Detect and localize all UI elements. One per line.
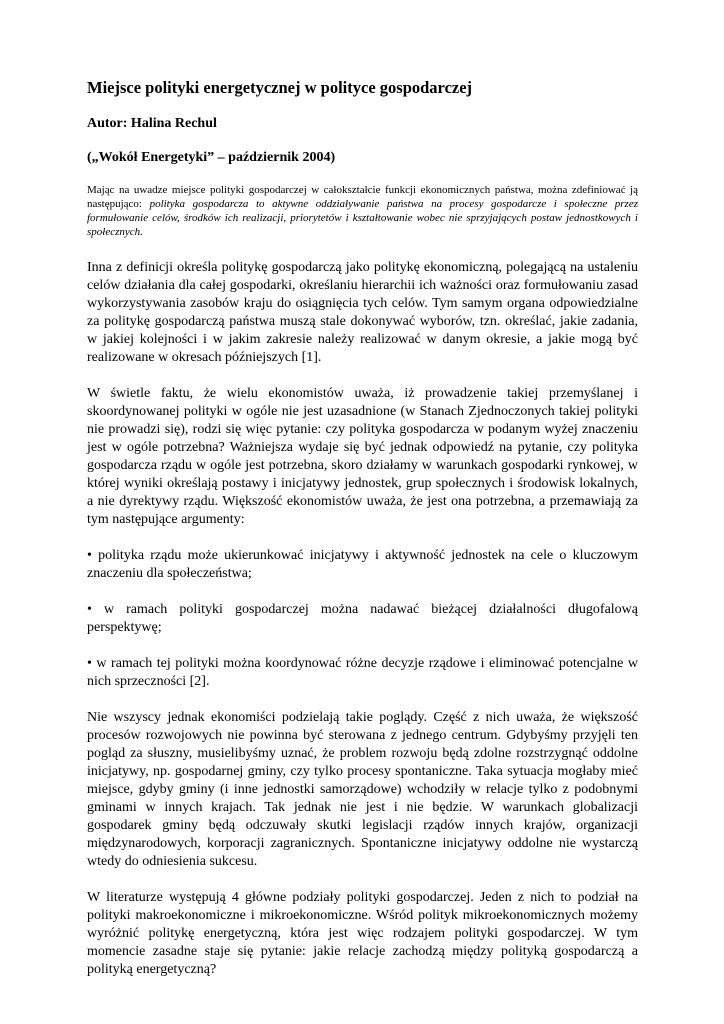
- article-author: Autor: Halina Rechul: [87, 116, 217, 131]
- article-source: („Wokół Energetyki” – październik 2004): [87, 150, 336, 165]
- paragraph: W literaturze występują 4 główne podziały polityki gospodarczej. Jeden z nich to podział na polityki makroekonomiczne i mikroekonomiczne. Wśród polityk mikroekonomicznych możemy wyróżnić politykę energetyczną, która jest więc rodzajem polityki gospodarczej. W tym momencie zasadne staje się pytanie: jakie relacje zachodzą między polityką gospodarczą a polityką energetyczną?: [87, 890, 638, 977]
- paragraph: Inna z definicji określa politykę gospodarczą jako politykę ekonomiczną, polegającą na ustaleniu celów działania dla całej gospodarki, określaniu hierarchii ich ważności oraz formułowaniu zasad wykorzystywania zasobów kraju do osiągnięcia tych celów. Tym samym organa odpowiedzialne za politykę gospodarczą państwa muszą stale dokonywać wyborów, tzn. określać, jakie zadania, w jakiej kolejności i w jakim zakresie należy realizować w danym okresie, a jakie mogą być realizowane w okresach późniejszych [1].: [87, 260, 638, 365]
- paragraph: W świetle faktu, że wielu ekonomistów uważa, iż prowadzenie takiej przemyślanej i skoordynowanej polityki w ogóle nie jest uzasadnione (w Stanach Zjednoczonych takiej polityki nie prowadzi się), rodzi się więc pytanie: czy polityka gospodarcza w podanym wyżej znaczeniu jest w ogóle potrzebna? Ważniejsza wydaje się być jednak odpowiedź na pytanie, czy polityka gospodarcza rządu w ogóle jest potrzebna, skoro działamy w warunkach gospodarki rynkowej, w której wyniki określają postawy i inicjatywy jednostek, grup społecznych i środowisk lokalnych, a nie dyrektywy rządu. Większość ekonomistów uważa, że jest ona potrzebna, a przemawiają za tym następujące argumenty:: [87, 386, 638, 527]
- bullet-item: • w ramach tej polityki można koordynować różne decyzje rządowe i eliminować potencjalne w nich sprzeczności [2].: [87, 656, 638, 689]
- article-title: Miejsce polityki energetycznej w polityce gospodarczej: [87, 78, 473, 97]
- paragraph: Nie wszyscy jednak ekonomiści podzielają takie poglądy. Część z nich uważa, że większość procesów rozwojowych nie powinna być sterowana z jednego centrum. Gdybyśmy przyjęli ten pogląd za słuszny, musielibyśmy uznać, że problem rozwoju będą zdolne rozstrzygnąć oddolne inicjatywy, np. gospodarnej gminy, czy tylko procesy spontaniczne. Taka sytuacja mogłaby mieć miejsce, gdyby gminy (i inne jednostki samorządowe) wchodziły w relacje tylko z podobnymi gminami w innych krajach. Tak jednak nie jest i nie będzie. W warunkach globalizacji gospodarek gminy będą odczuwały skutki legislacji rządów innych krajów, organizacji międzynarodowych, korporacji zagranicznych. Spontaniczne inicjatywy oddolne nie wystarczą wtedy do odniesienia sukcesu.: [87, 710, 638, 869]
- article-abstract: [87, 183, 638, 239]
- bullet-item: • w ramach polityki gospodarczej można nadawać bieżącej działalności długofalową perspektywę;: [87, 602, 638, 635]
- bullet-item: • polityka rządu może ukierunkować inicjatywy i aktywność jednostek na cele o kluczowym znaczeniu dla społeczeństwa;: [87, 548, 638, 581]
- abstract-definition: polityka gospodarcza to aktywne oddziaływanie państwa na procesy gospodarcze i społeczne przez formułowanie celów, środków ich realizacji, priorytetów i kształtowanie wobec nie sprzyjających postaw jednostkowych i społecznych.: [87, 198, 638, 238]
- abstract-intro: Mając na uwadze miejsce polityki gospodarczej w całokształcie funkcji ekonomicznych państwa, można zdefiniować ją następująco:: [87, 184, 638, 210]
- document-page: [87, 78, 638, 997]
